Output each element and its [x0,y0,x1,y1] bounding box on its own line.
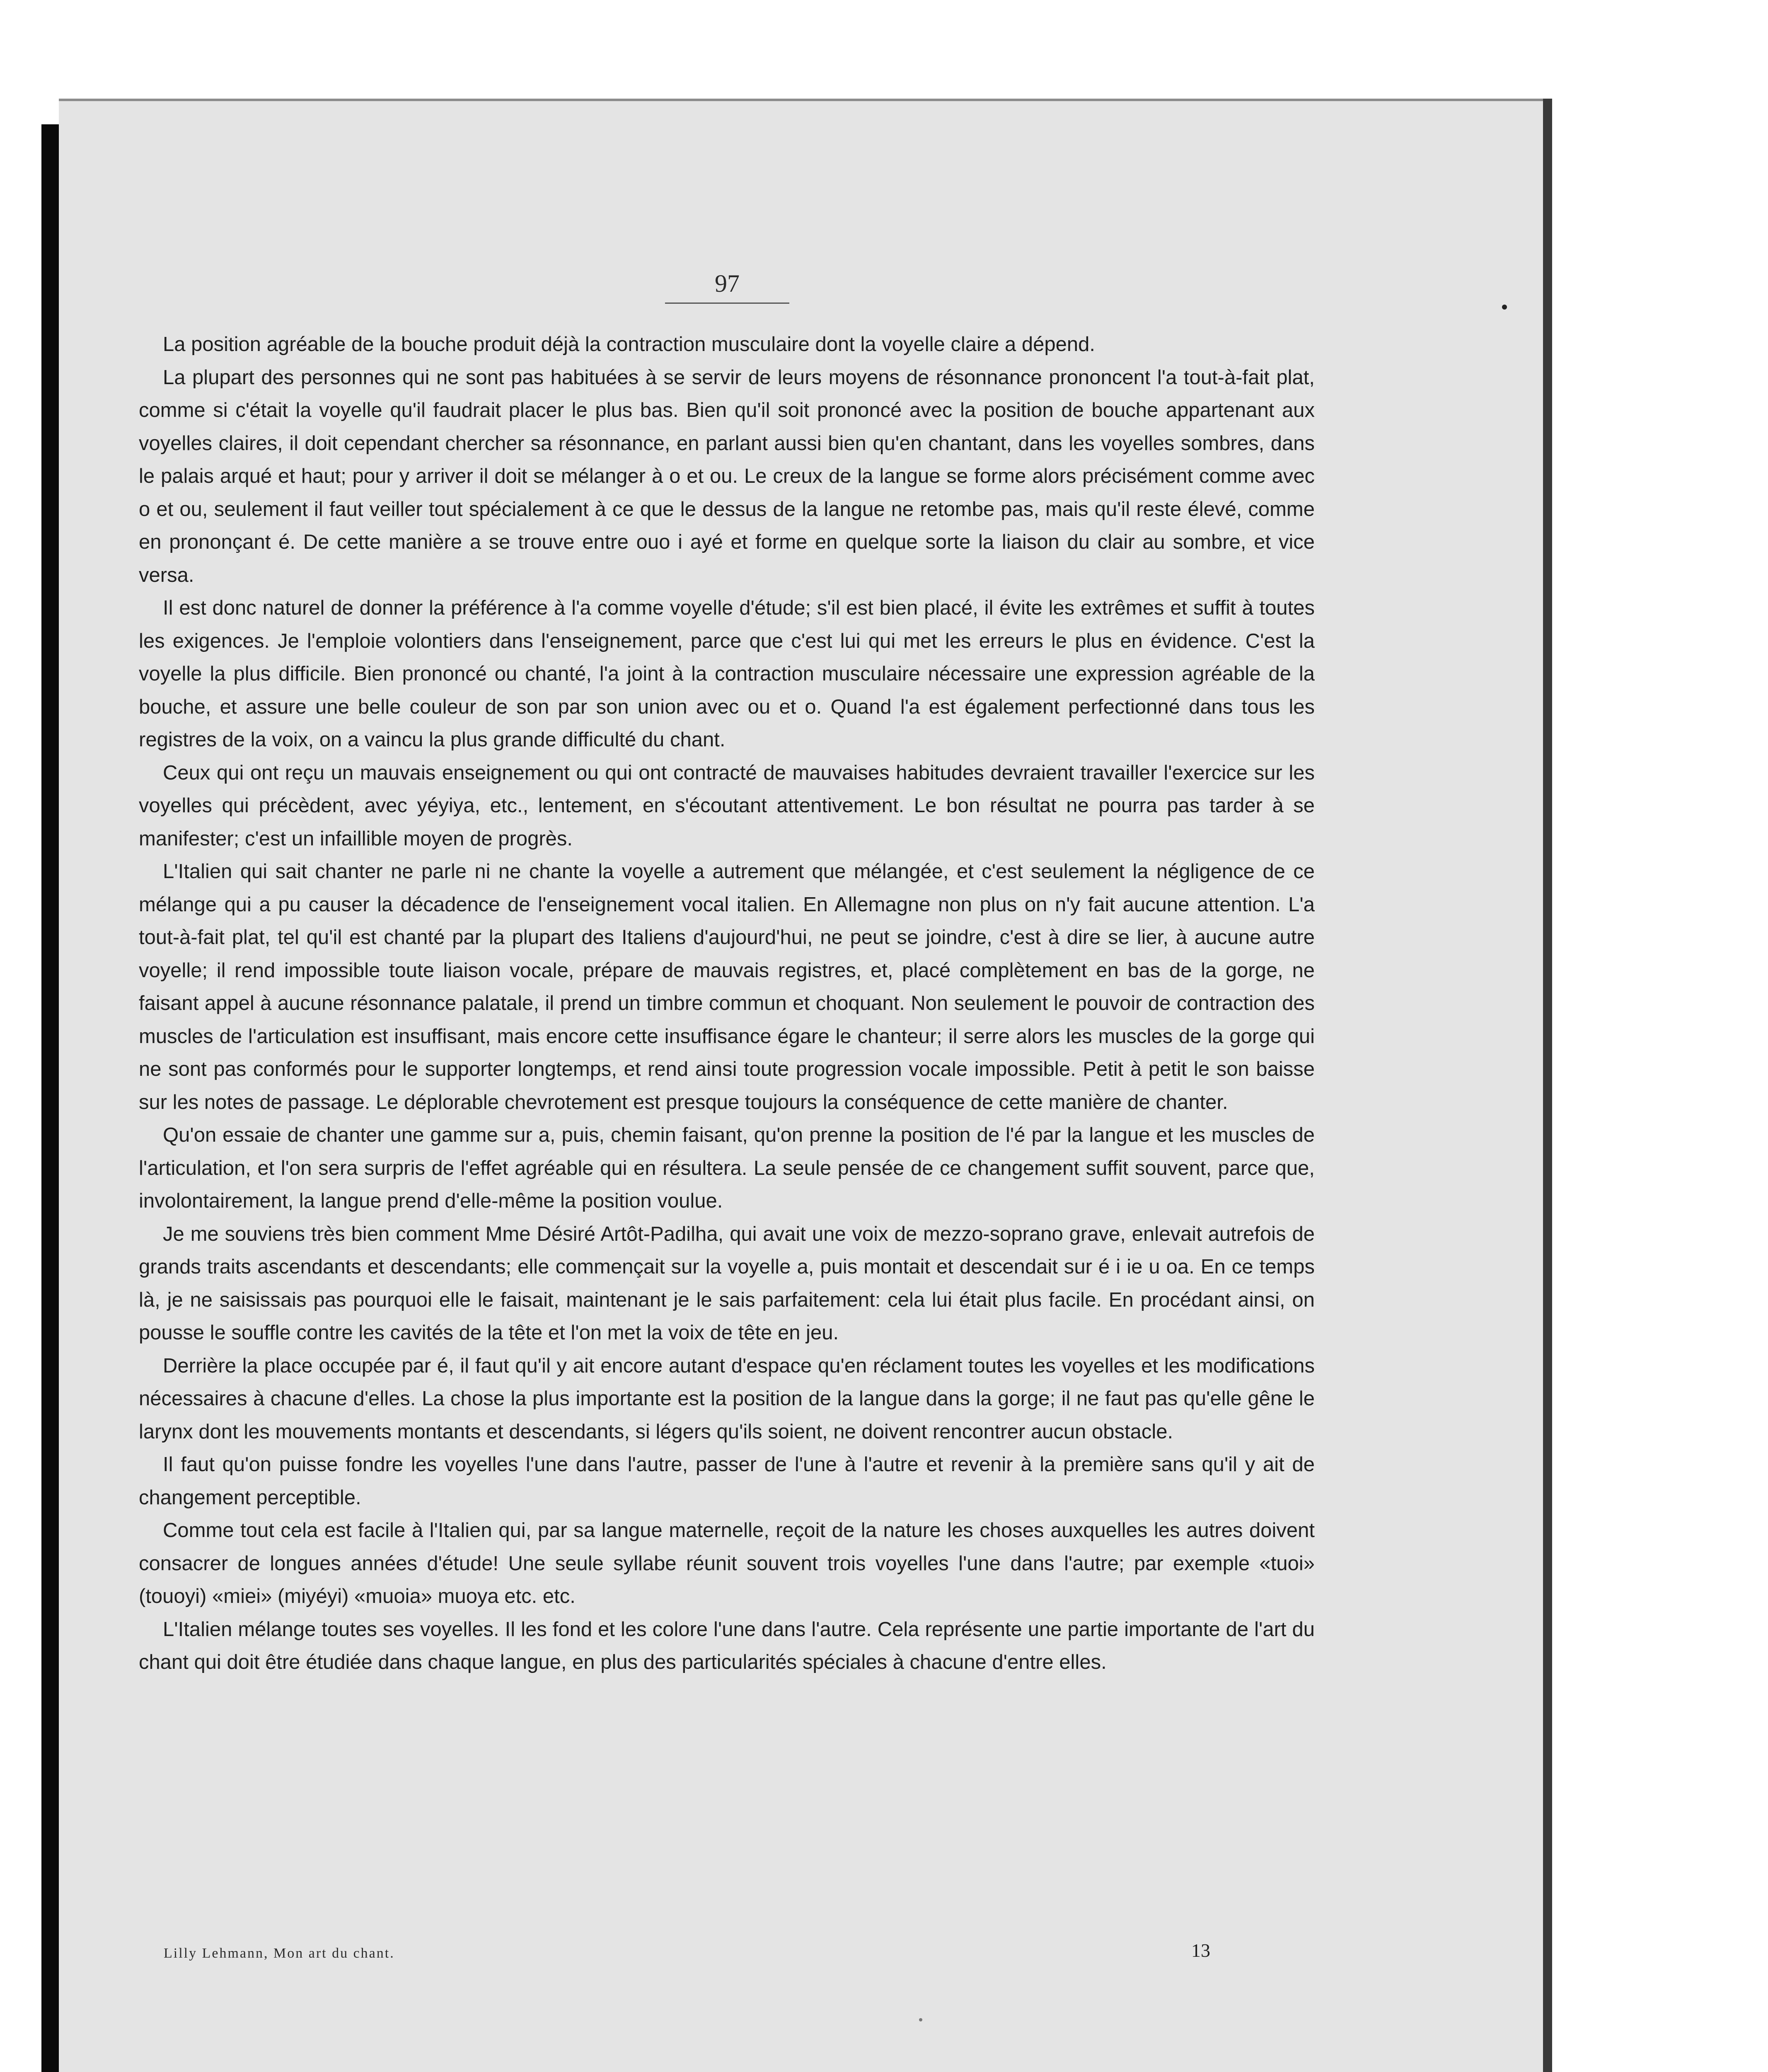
paragraph: La plupart des personnes qui ne sont pas habituées à se servir de leurs moyens de résonnance prononcent l'a tout-à-fait plat, comme si c'était la voyelle qu'il faudrait placer le plus bas. Bien qu'il soit prononcé avec la position de bouche appartenant aux voyelles claires, il doit cependant chercher sa résonnance, en parlant aussi bien qu'en chantant, dans les voyelles sombres, dans le palais arqué et haut; pour y arriver il doit se mélanger à o et ou. Le creux de la langue se forme alors précisément comme avec o et ou, seulement il faut veiller tout spécialement à ce que le dessus de la langue ne retombe pas, mais qu'il reste élevé, comme en prononçant é. De cette manière a se trouve entre ouo i ayé et forme en quelque sorte la liaison du clair au sombre, et vice versa. [139,366,1315,586]
scan-speck [1502,305,1507,310]
scan-speck [919,2018,922,2021]
paragraph: Comme tout cela est facile à l'Italien qui, par sa langue maternelle, reçoit de la nature les choses auxquelles les autres doivent consacrer de longues années d'étude! Une seule syllabe réunit souvent trois voyelles l'une dans l'autre; par exemple «tuoi» (touoyi) «miei» (miyéyi) «muoia» muoya etc. etc. [139,1519,1315,1607]
page-number-rule [665,303,789,304]
paragraph: Qu'on essaie de chanter une gamme sur a, puis, chemin faisant, qu'on prenne la position de l'é par la langue et les muscles de l'articulation, et l'on sera surpris de l'effet agréable qui en résultera. La seule pensée de ce changement suffit souvent, parce que, involontairement, la langue prend d'elle-même la position voulue. [139,1124,1315,1212]
body-text [139,328,1315,1679]
paragraph: Je me souviens très bien comment Mme Désiré Artôt-Padilha, qui avait une voix de mezzo-soprano grave, enlevait autrefois de grands traits ascendants et descendants; elle commençait sur la voyelle a, puis montait et descendait sur é i ie u oa. En ce temps là, je ne saisissais pas pourquoi elle le faisait, maintenant je le sais parfaitement: cela lui était plus facile. En procédant ainsi, on pousse le souffle contre les cavités de la tête et l'on met la voix de tête en jeu. [139,1222,1315,1344]
footer-credit: Lilly Lehmann, Mon art du chant. [164,1946,395,1961]
paragraph: Derrière la place occupée par é, il faut qu'il y ait encore autant d'espace qu'en réclament toutes les voyelles et les modifications nécessaires à chacune d'elles. La chose la plus importante est la position de la langue dans la gorge; il ne faut pas qu'elle gêne le larynx dont les mouvements montants et descendants, si légers qu'ils soient, ne doivent rencontrer aucun obstacle. [139,1354,1315,1443]
paragraph: L'Italien mélange toutes ses voyelles. Il les fond et les colore l'une dans l'autre. Cela représente une partie importante de l'art du chant qui doit être étudiée dans chaque langue, en plus des particularités spéciales à chacune d'entre elles. [139,1618,1315,1673]
paragraph: Ceux qui ont reçu un mauvais enseignement ou qui ont contracté de mauvaises habitudes devraient travailler l'exercice sur les voyelles qui précèdent, avec yéyiya, etc., lentement, en s'écoutant attentivement. Le bon résultat ne pourra pas tarder à se manifester; c'est un infaillible moyen de progrès. [139,761,1315,850]
page-number: 97 [715,270,740,297]
paragraph: L'Italien qui sait chanter ne parle ni ne chante la voyelle a autrement que mélangée, et c'est seulement la négligence de ce mélange qui a pu causer la décadence de l'enseignement vocal italien. En Allemagne non plus on n'y fait aucune attention. L'a tout-à-fait plat, tel qu'il est chanté par la plupart des Italiens d'aujourd'hui, ne peut se joindre, c'est à dire se lier, à aucune autre voyelle; il rend impossible toute liaison vocale, prépare de mauvais registres, et, placé complètement en bas de la gorge, ne faisant appel à aucune résonnance palatale, il prend un timbre commun et choquant. Non seulement le pouvoir de contraction des muscles de l'articulation est insuffisant, mais encore cette insuffisance égare le chanteur; il serre alors les muscles de la gorge qui ne sont pas conformés pour le supporter longtemps, et rend ainsi toute progression vocale impossible. Petit à petit le son baisse sur les notes de passage. Le déplorable chevrotement est presque toujours la conséquence de cette manière de chanter. [139,860,1315,1113]
paragraph: Il est donc naturel de donner la préférence à l'a comme voyelle d'étude; s'il est bien placé, il évite les extrêmes et suffit à toutes les exigences. Je l'emploie volontiers dans l'enseignement, parce que c'est lui qui met les erreurs le plus en évidence. C'est la voyelle la plus difficile. Bien prononcé ou chanté, l'a joint à la contraction musculaire nécessaire une expression agréable de la bouche, et assure une belle couleur de son par son union avec ou et o. Quand l'a est également perfectionné dans tous les registres de la voix, on a vaincu la plus grande difficulté du chant. [139,597,1315,751]
paragraph: Il faut qu'on puisse fondre les voyelles l'une dans l'autre, passer de l'une à l'autre et revenir à la première sans qu'il y ait de changement perceptible. [139,1453,1315,1509]
sheet-number: 13 [1191,1940,1210,1961]
page-edge-shadow [1543,99,1552,2072]
binding-edge [41,124,59,2072]
paragraph: La position agréable de la bouche produit déjà la contraction musculaire dont la voyelle claire a dépend. [163,333,1096,356]
